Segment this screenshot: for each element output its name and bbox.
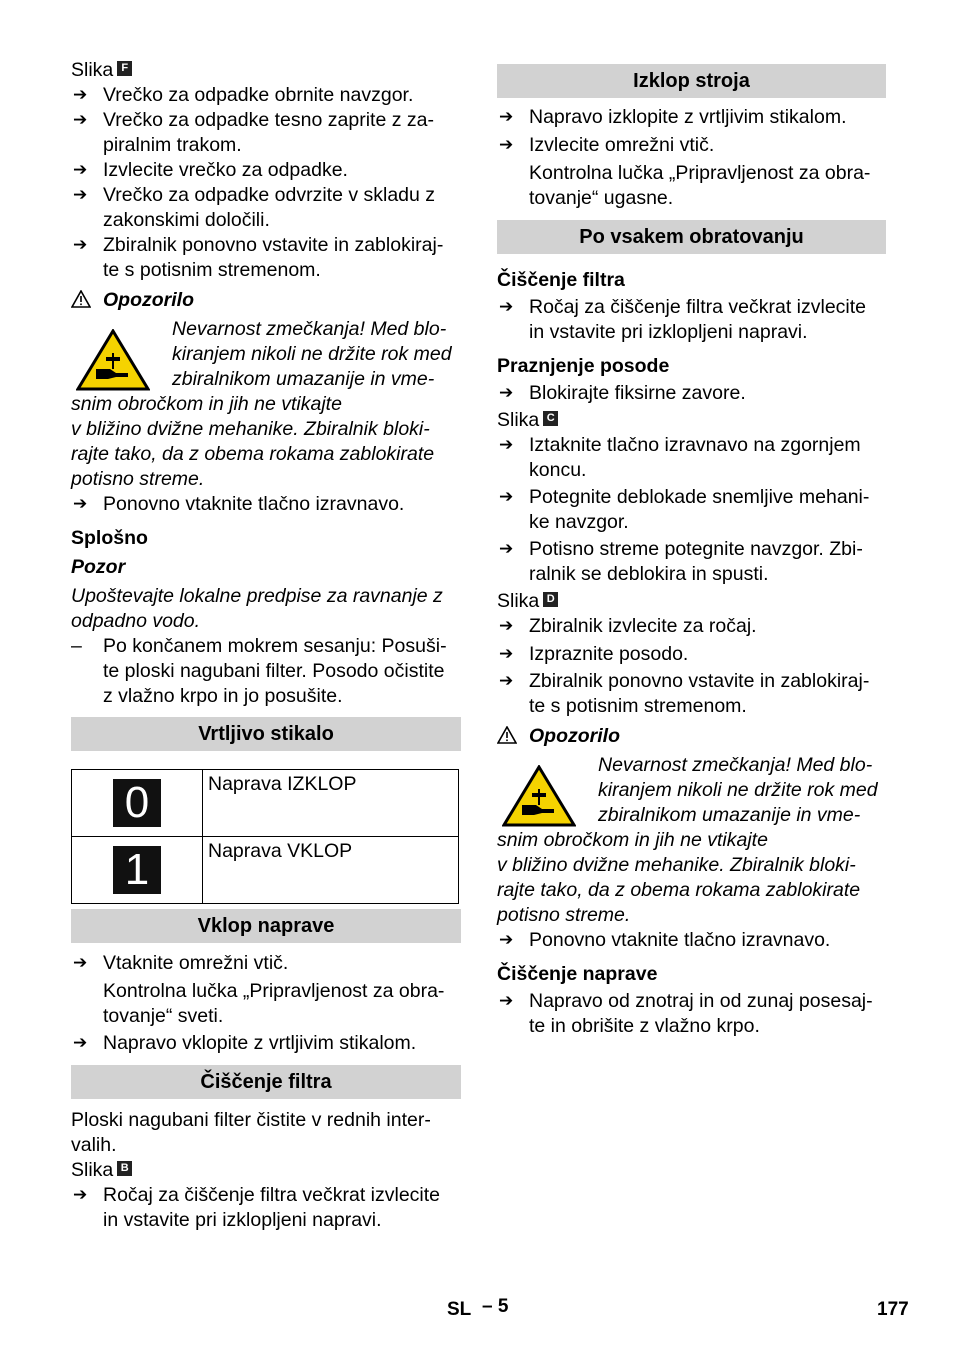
warning-text-line: potisno streme.	[71, 468, 205, 490]
warning-text-line: kiranjem nikoli ne držite rok med	[172, 343, 452, 365]
right-column	[497, 64, 886, 1039]
hand-crush-hazard-icon	[76, 329, 150, 391]
footer-language: SL	[447, 1299, 472, 1320]
section-subheading: Splošno	[71, 527, 148, 549]
figure-letter-b: B	[117, 1161, 132, 1176]
step-item: ➔ Vrečko za odpadke odvrzite v skladu z zakonskimi določili.	[71, 183, 461, 233]
section-heading-switch: Vrtljivo stikalo	[71, 717, 461, 751]
step-item: ➔ Zbiralnik ponovno vstavite in zablokiraj- te s potisnim stremenom.	[71, 233, 461, 283]
step-item: ➔ Ročaj za čiščenje filtra večkrat izvlecite in vstavite pri izklopljeni napravi.	[497, 295, 886, 345]
warning-text-line: Nevarnost zmečkanja! Med blo-	[598, 754, 873, 776]
section-heading-switch-off: Izklop stroja	[497, 64, 886, 98]
step-item: ➔ Blokirajte fiksirne zavore.	[497, 381, 886, 406]
figure-ref-d: Slika D	[497, 589, 886, 614]
hand-crush-hazard-icon	[502, 765, 576, 827]
table-row	[72, 770, 459, 837]
step-item: ➔ Napravo od znotraj in od zunaj posesaj- te in obrišite z vlažno krpo.	[497, 989, 886, 1039]
warning-text-line: v bližino dvižne mehanike. Zbiralnik bloki-	[497, 854, 856, 876]
figure-letter-c: C	[543, 411, 558, 426]
warning-text-line: rajte tako, da z obema rokama zablokirate	[497, 879, 861, 901]
warning-triangle-icon	[71, 290, 91, 308]
switch-symbol-cell	[72, 837, 203, 904]
switch-label: Naprava IZKLOP	[203, 770, 459, 837]
step-item: ➔ Iztaknite tlačno izravnavo na zgornjem koncu.	[497, 433, 886, 483]
figure-ref-b: Slika B	[71, 1158, 461, 1183]
warning-text-line: v bližino dvižne mehanike. Zbiralnik bloki-	[71, 418, 430, 440]
section-heading-after-use: Po vsakem obratovanju	[497, 220, 886, 254]
caution-text: Upoštevajte lokalne predpise za ravnanje z odpadno vodo.	[71, 585, 443, 632]
warning-text-line: zbiralnikom umazanije in vme-	[598, 804, 861, 826]
figure-letter-f: F	[117, 61, 132, 76]
section-subheading: Čiščenje naprave	[497, 963, 658, 985]
section-heading-filter: Čiščenje filtra	[71, 1065, 461, 1099]
dash-list-item: – Po končanem mokrem sesanju: Posuši- te ploski nagubani filter. Posodo očistite z vlažno krpo in jo posušite.	[71, 634, 461, 709]
step-item: ➔ Napravo izklopite z vrtljivim stikalom.	[497, 105, 886, 130]
switch-off-symbol: 0	[113, 779, 161, 827]
step-item: ➔ Napravo vklopite z vrtljivim stikalom.	[71, 1031, 461, 1056]
left-column	[71, 58, 461, 1233]
switch-label: Naprava VKLOP	[203, 837, 459, 904]
warning-text-line: Nevarnost zmečkanja! Med blo-	[172, 318, 447, 340]
step-item: ➔ Vtaknite omrežni vtič.	[71, 951, 461, 976]
table-row	[72, 837, 459, 904]
step-item: ➔ Ročaj za čiščenje filtra večkrat izvlecite in vstavite pri izklopljeni napravi.	[71, 1183, 461, 1233]
step-item: ➔ Vrečko za odpadke tesno zaprite z za- piralnim trakom.	[71, 108, 461, 158]
warning-block	[497, 753, 886, 928]
step-item: ➔ Zbiralnik ponovno vstavite in zablokiraj- te s potisnim stremenom.	[497, 669, 886, 719]
section-heading-switch-on: Vklop naprave	[71, 909, 461, 943]
warning-text-line: potisno streme.	[497, 904, 631, 926]
switch-table	[71, 769, 459, 904]
note-text: Kontrolna lučka „Pripravljenost za obra- tovanje“ ugasne.	[529, 162, 871, 209]
figure-ref-c: Slika C	[497, 408, 886, 433]
warning-block	[71, 317, 461, 492]
page-number: 177	[877, 1299, 909, 1320]
warning-title: Opozorilo	[71, 288, 461, 313]
footer-section-page: – 5	[482, 1296, 509, 1317]
step-item: ➔ Izvlecite omrežni vtič.	[497, 133, 886, 158]
warning-text-line: rajte tako, da z obema rokama zablokirate	[71, 443, 435, 465]
step-item: ➔ Ponovno vtaknite tlačno izravnavo.	[497, 928, 886, 953]
step-item: ➔ Izpraznite posodo.	[497, 642, 886, 667]
step-item: ➔ Izvlecite vrečko za odpadke.	[71, 158, 461, 183]
step-item: ➔ Vrečko za odpadke obrnite navzgor.	[71, 83, 461, 108]
section-subheading: Praznjenje posode	[497, 355, 670, 377]
step-item: ➔ Potegnite deblokade snemljive mehani- ke navzgor.	[497, 485, 886, 535]
warning-text-line: snim obročkom in jih ne vtikajte	[497, 829, 768, 851]
step-item: ➔ Ponovno vtaknite tlačno izravnavo.	[71, 492, 461, 517]
switch-on-symbol: 1	[113, 846, 161, 894]
step-item: ➔ Potisno streme potegnite navzgor. Zbi- ralnik se deblokira in spusti.	[497, 537, 886, 587]
switch-symbol-cell	[72, 770, 203, 837]
warning-text-line: zbiralnikom umazanije in vme-	[172, 368, 435, 390]
warning-text-line: snim obročkom in jih ne vtikajte	[71, 393, 342, 415]
figure-letter-d: D	[543, 592, 558, 607]
body-text: Ploski nagubani filter čistite v rednih inter- valih.	[71, 1109, 431, 1156]
note-text: Kontrolna lučka „Pripravljenost za obra- tovanje“ sveti.	[103, 980, 445, 1027]
section-subheading: Čiščenje filtra	[497, 269, 625, 291]
warning-triangle-icon	[497, 726, 517, 744]
warning-text-line: kiranjem nikoli ne držite rok med	[598, 779, 878, 801]
step-item: ➔ Zbiralnik izvlecite za ročaj.	[497, 614, 886, 639]
figure-ref-f: Slika F	[71, 58, 461, 83]
warning-title: Opozorilo	[497, 724, 886, 749]
caution-title: Pozor	[71, 556, 126, 578]
